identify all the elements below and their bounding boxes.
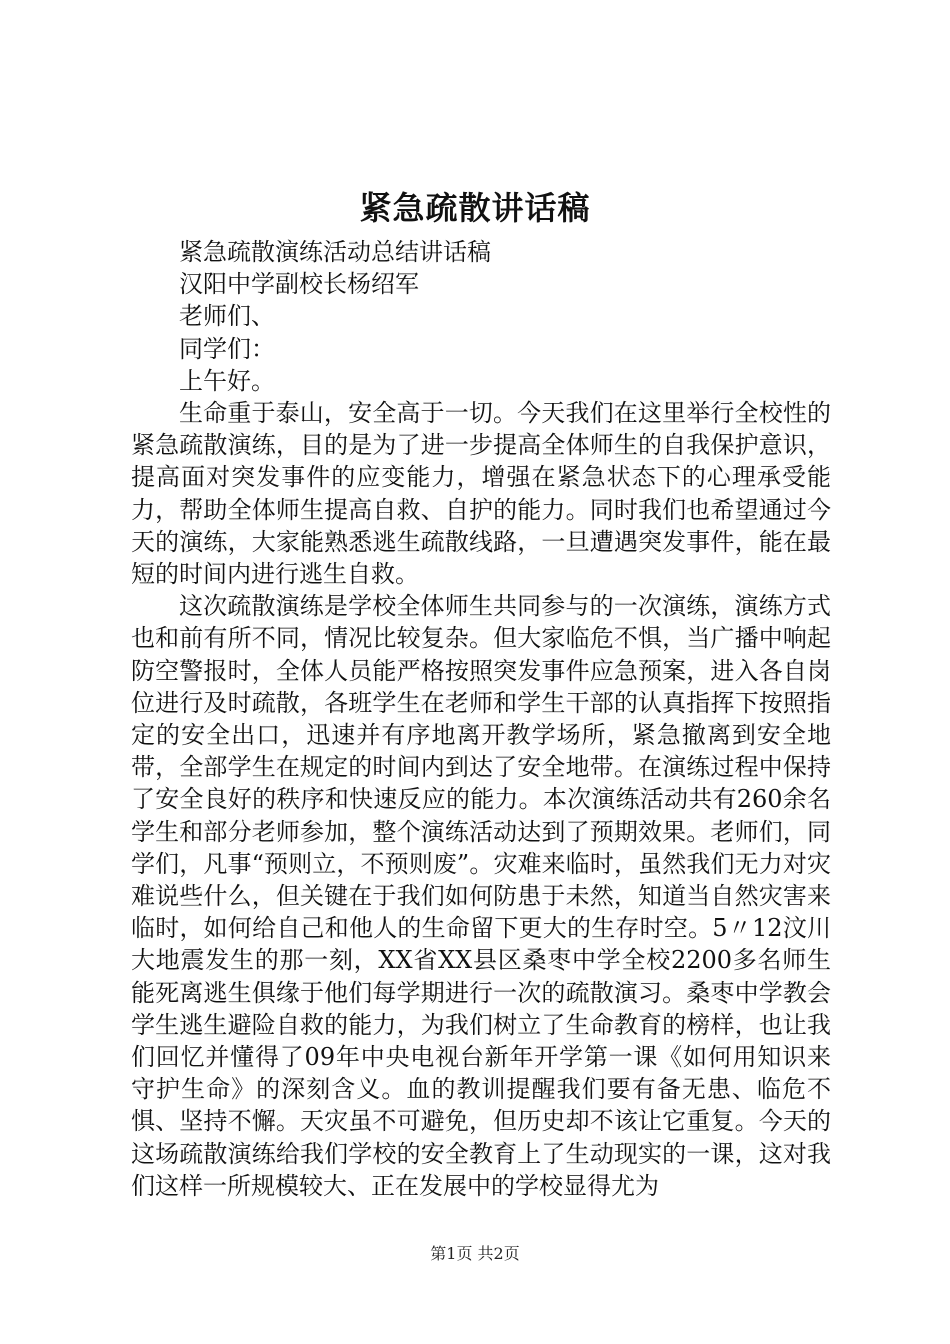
body-paragraph: 这次疏散演练是学校全体师生共同参与的一次演练，演练方式也和前有所不同，情况比较复杂。但大家临危不惧，当广播中响起防空警报时，全体人员能严格按照突发事件应急预案，进入各自岗位进行及时疏散，各班学生在老师和学生干部的认真指挥下按照指定的安全出口，迅速并有序地离开教学场所，紧急撤离到安全地带，全部学生在规定的时间内到达了安全地带。在演练过程中保持了安全良好的秩序和快速反应的能力。本次演练活动共有260余名学生和部分老师参加，整个演练活动达到了预期效果。老师们，同学们，凡事“预则立，不预则废”。灾难来临时，虽然我们无力对灾难说些什么，但关键在于我们如何防患于未然，知道当自然灾害来临时，如何给自己和他人的生命留下更大的生存时空。5〃12汶川大地震发生的那一刻，XX省XX县区桑枣中学全校2200多名师生能死离逃生俱缘于他们每学期进行一次的疏散演习。桑枣中学教会学生逃生避险自救的能力，为我们树立了生命教育的榜样，也让我们回忆并懂得了09年中央电视台新年开学第一课《如何用知识来守护生命》的深刻含义。血的教训提醒我们要有备无患、临危不惧、坚持不懈。天灾虽不可避免，但历史却不该让它重复。今天的这场疏散演练给我们学校的安全教育上了生动现实的一课，这对我们这样一所规模较大、正在发展中的学校显得尤为 [131,592,831,1200]
greeting: 上午好。 [179,366,275,395]
salutation-students: 同学们： [179,334,275,363]
document-subtitle: 紧急疏散演练活动总结讲话稿 [179,238,491,266]
document-author: 汉阳中学副校长杨绍军 [179,270,419,299]
document-body [131,236,831,1202]
body-paragraph: 生命重于泰山，安全高于一切。今天我们在这里举行全校性的紧急疏散演练，目的是为了进一步提高全体师生的自我保护意识，提高面对突发事件的应变能力，增强在紧急状态下的心理承受能力，帮助全体师生提高自救、自护的能力。同时我们也希望通过今天的演练，大家能熟悉逃生疏散线路，一旦遭遇突发事件，能在最短的时间内进行逃生自救。 [131,399,831,589]
document-title: 紧急疏散讲话稿 [359,189,591,227]
page-footer: 第1页 共2页 [430,1244,520,1263]
salutation-teachers: 老师们、 [179,302,275,331]
